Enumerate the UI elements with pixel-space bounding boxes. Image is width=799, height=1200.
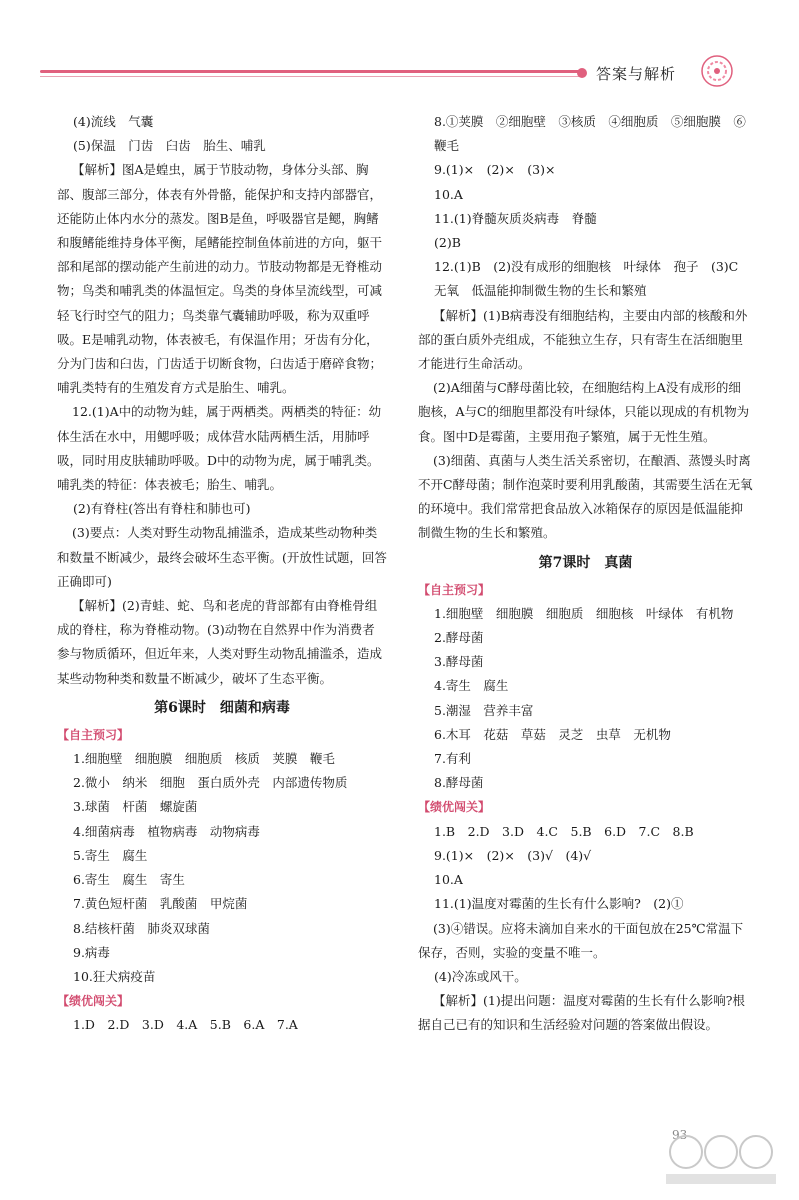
list-item: 3.酵母菌	[434, 654, 484, 670]
list-item: 5.潮湿 营养丰富	[434, 702, 534, 718]
analysis-paragraph: 【解析】(1)提出问题：温度对霉菌的生长有什么影响?根据自己已有的知识和生活经验对问题的答案做出假设。	[418, 993, 745, 1033]
analysis-paragraph: (3)细菌、真菌与人类生活关系密切，在酿酒、蒸馒头时离不开C酵母菌；制作泡菜时要利用乳酸菌，其需要生活在无氧的环境中。我们常常把食品放入冰箱保存的原因是低温能抑制微生物的生长和繁殖。	[418, 452, 753, 541]
list-item: 8.酵母菌	[434, 775, 484, 791]
answer-line: 1.B 2.D 3.D 4.C 5.B 6.D 7.C 8.B	[434, 823, 694, 839]
answer-line: (2)B	[434, 235, 461, 251]
list-item: 1.细胞壁 细胞膜 细胞质 细胞核 叶绿体 有机物	[434, 605, 734, 621]
section-title: 第6课时 细菌和病毒	[154, 699, 290, 716]
answer-line: 10.A	[434, 872, 463, 888]
answer-paragraph: (3)要点：人类对野生动物乱捕滥杀，造成某些动物种类和数量不断减少，最终会破坏生态平衡。(开放性试题，回答正确即可)	[57, 525, 387, 589]
answer-line: 10.A	[434, 186, 463, 202]
left-column	[57, 110, 387, 1038]
analysis-paragraph: 【解析】(1)B病毒没有细胞结构，主要由内部的核酸和外部的蛋白质外壳组成，不能独立生存，只有寄生在活细胞里才能进行生命活动。	[418, 307, 748, 372]
answer-line: 8.①荚膜 ②细胞壁 ③核质 ④细胞质 ⑤细胞膜 ⑥鞭毛	[434, 114, 746, 154]
answer-line: (5)保温 门齿 臼齿 胎生、哺乳	[73, 138, 266, 154]
list-item: 10.狂犬病疫苗	[73, 968, 156, 984]
answer-line: 11.(1)脊髓灰质炎病毒 脊髓	[434, 210, 597, 226]
page-number: 93	[672, 1128, 688, 1142]
header-dot-icon	[577, 68, 587, 78]
list-item: 7.黄色短杆菌 乳酸菌 甲烷菌	[73, 896, 248, 912]
analysis-paragraph: 【解析】(2)青蛙、蛇、鸟和老虎的背部都有由脊椎骨组成的脊柱，称为脊椎动物。(3)动物在自然界中作为消费者参与物质循环，但近年来，人类对野生动物乱捕滥杀，造成某些动物种类和数量不断减少，破坏了生态平衡。	[57, 598, 383, 686]
section-tag: 【 自主预习 】	[57, 725, 129, 745]
list-item: 4.寄生 腐生	[434, 678, 509, 694]
header-rule	[40, 70, 580, 73]
answer-line: (4)流线 气囊	[73, 114, 154, 129]
answer-line: 9.(1)× (2)× (3)×	[434, 162, 556, 178]
list-item: 2.酵母菌	[434, 630, 484, 646]
right-column	[418, 110, 753, 1038]
watermark-icon	[646, 1122, 786, 1192]
section-tag: 【 自主预习 】	[418, 580, 490, 600]
list-item: 6.木耳 花菇 草菇 灵芝 虫草 无机物	[434, 726, 671, 742]
list-item: 6.寄生 腐生 寄生	[73, 872, 185, 888]
list-item: 1.细胞壁 细胞膜 细胞质 核质 荚膜 鞭毛	[73, 751, 335, 767]
page-header	[0, 0, 799, 100]
list-item: 3.球菌 杆菌 螺旋菌	[73, 799, 198, 815]
list-item: 9.病毒	[73, 944, 110, 960]
answer-line: 12.(1)B (2)没有成形的细胞核 叶绿体 孢子 (3)C 无氧 低温能抑制微生物的生长和繁殖	[434, 259, 751, 299]
section-tag: 【 绩优闯关 】	[57, 991, 129, 1011]
list-item: 8.结核杆菌 肺炎双球菌	[73, 920, 210, 936]
flower-logo-icon	[700, 54, 734, 88]
answer-paragraph: 12.(1)A中的动物为蛙，属于两栖类。两栖类的特征：幼体生活在水中，用鳃呼吸；成体营水陆两栖生活，用肺呼吸，同时用皮肤辅助呼吸。D中的动物为虎，属于哺乳类。哺乳类的特征：体表被毛；胎生、哺乳。	[57, 404, 382, 493]
header-rule-thin	[40, 76, 580, 77]
analysis-paragraph: 【解析】图A是蝗虫，属于节肢动物，身体分头部、胸部、腹部三部分，体表有外骨骼，能保护和支持内部器官，还能防止体内水分的蒸发。图B是鱼，呼吸器官是鳃，胸鳍和腹鳍能维持身体平衡，尾鳍能控制鱼体前进的方向，躯干部和尾部的摆动能产生前进的动力。节肢动物都是无脊椎动物；鸟类和哺乳类的体温恒定。鸟类的身体呈流线型，可减轻飞行时空气的阻力；鸟类靠气囊辅助呼吸，称为双重呼吸。E是哺乳动物，体表被毛，有保温作用；牙齿有分化，分为门齿和臼齿，门齿适于切断食物，臼齿适于磨碎食物；哺乳类特有的生殖发育方式是胎生、哺乳。	[57, 162, 383, 396]
header-title: 答案与解析	[596, 65, 677, 83]
list-item: 4.细菌病毒 植物病毒 动物病毒	[73, 823, 260, 839]
analysis-paragraph: (2)A细菌与C酵母菌比较，在细胞结构上A没有成形的细胞核，A与C的细胞里都没有叶绿体，只能以现成的有机物为食。图中D是霉菌，主要用孢子繁殖，属于无性生殖。	[418, 380, 750, 444]
section-title: 第7课时 真菌	[538, 554, 633, 571]
answer-line: (2)有脊柱(答出有脊柱和肺也可)	[73, 501, 251, 517]
answer-line: 1.D 2.D 3.D 4.A 5.B 6.A 7.A	[73, 1017, 298, 1033]
section-tag: 【 绩优闯关 】	[418, 797, 490, 817]
list-item: 2.微小 纳米 细胞 蛋白质外壳 内部遗传物质	[73, 775, 348, 791]
list-item: 7.有利	[434, 751, 471, 767]
answer-line: 9.(1)× (2)× (3)√ (4)√	[434, 847, 592, 863]
answer-line: 11.(1)温度对霉菌的生长有什么影响? (2)①	[434, 896, 684, 912]
answer-line: (4)冷冻或风干。	[434, 968, 527, 984]
answer-paragraph: (3)④错误。应将未滴加自来水的干面包放在25℃常温下保存，否则，实验的变量不唯一。	[418, 920, 744, 960]
list-item: 5.寄生 腐生	[73, 847, 148, 863]
